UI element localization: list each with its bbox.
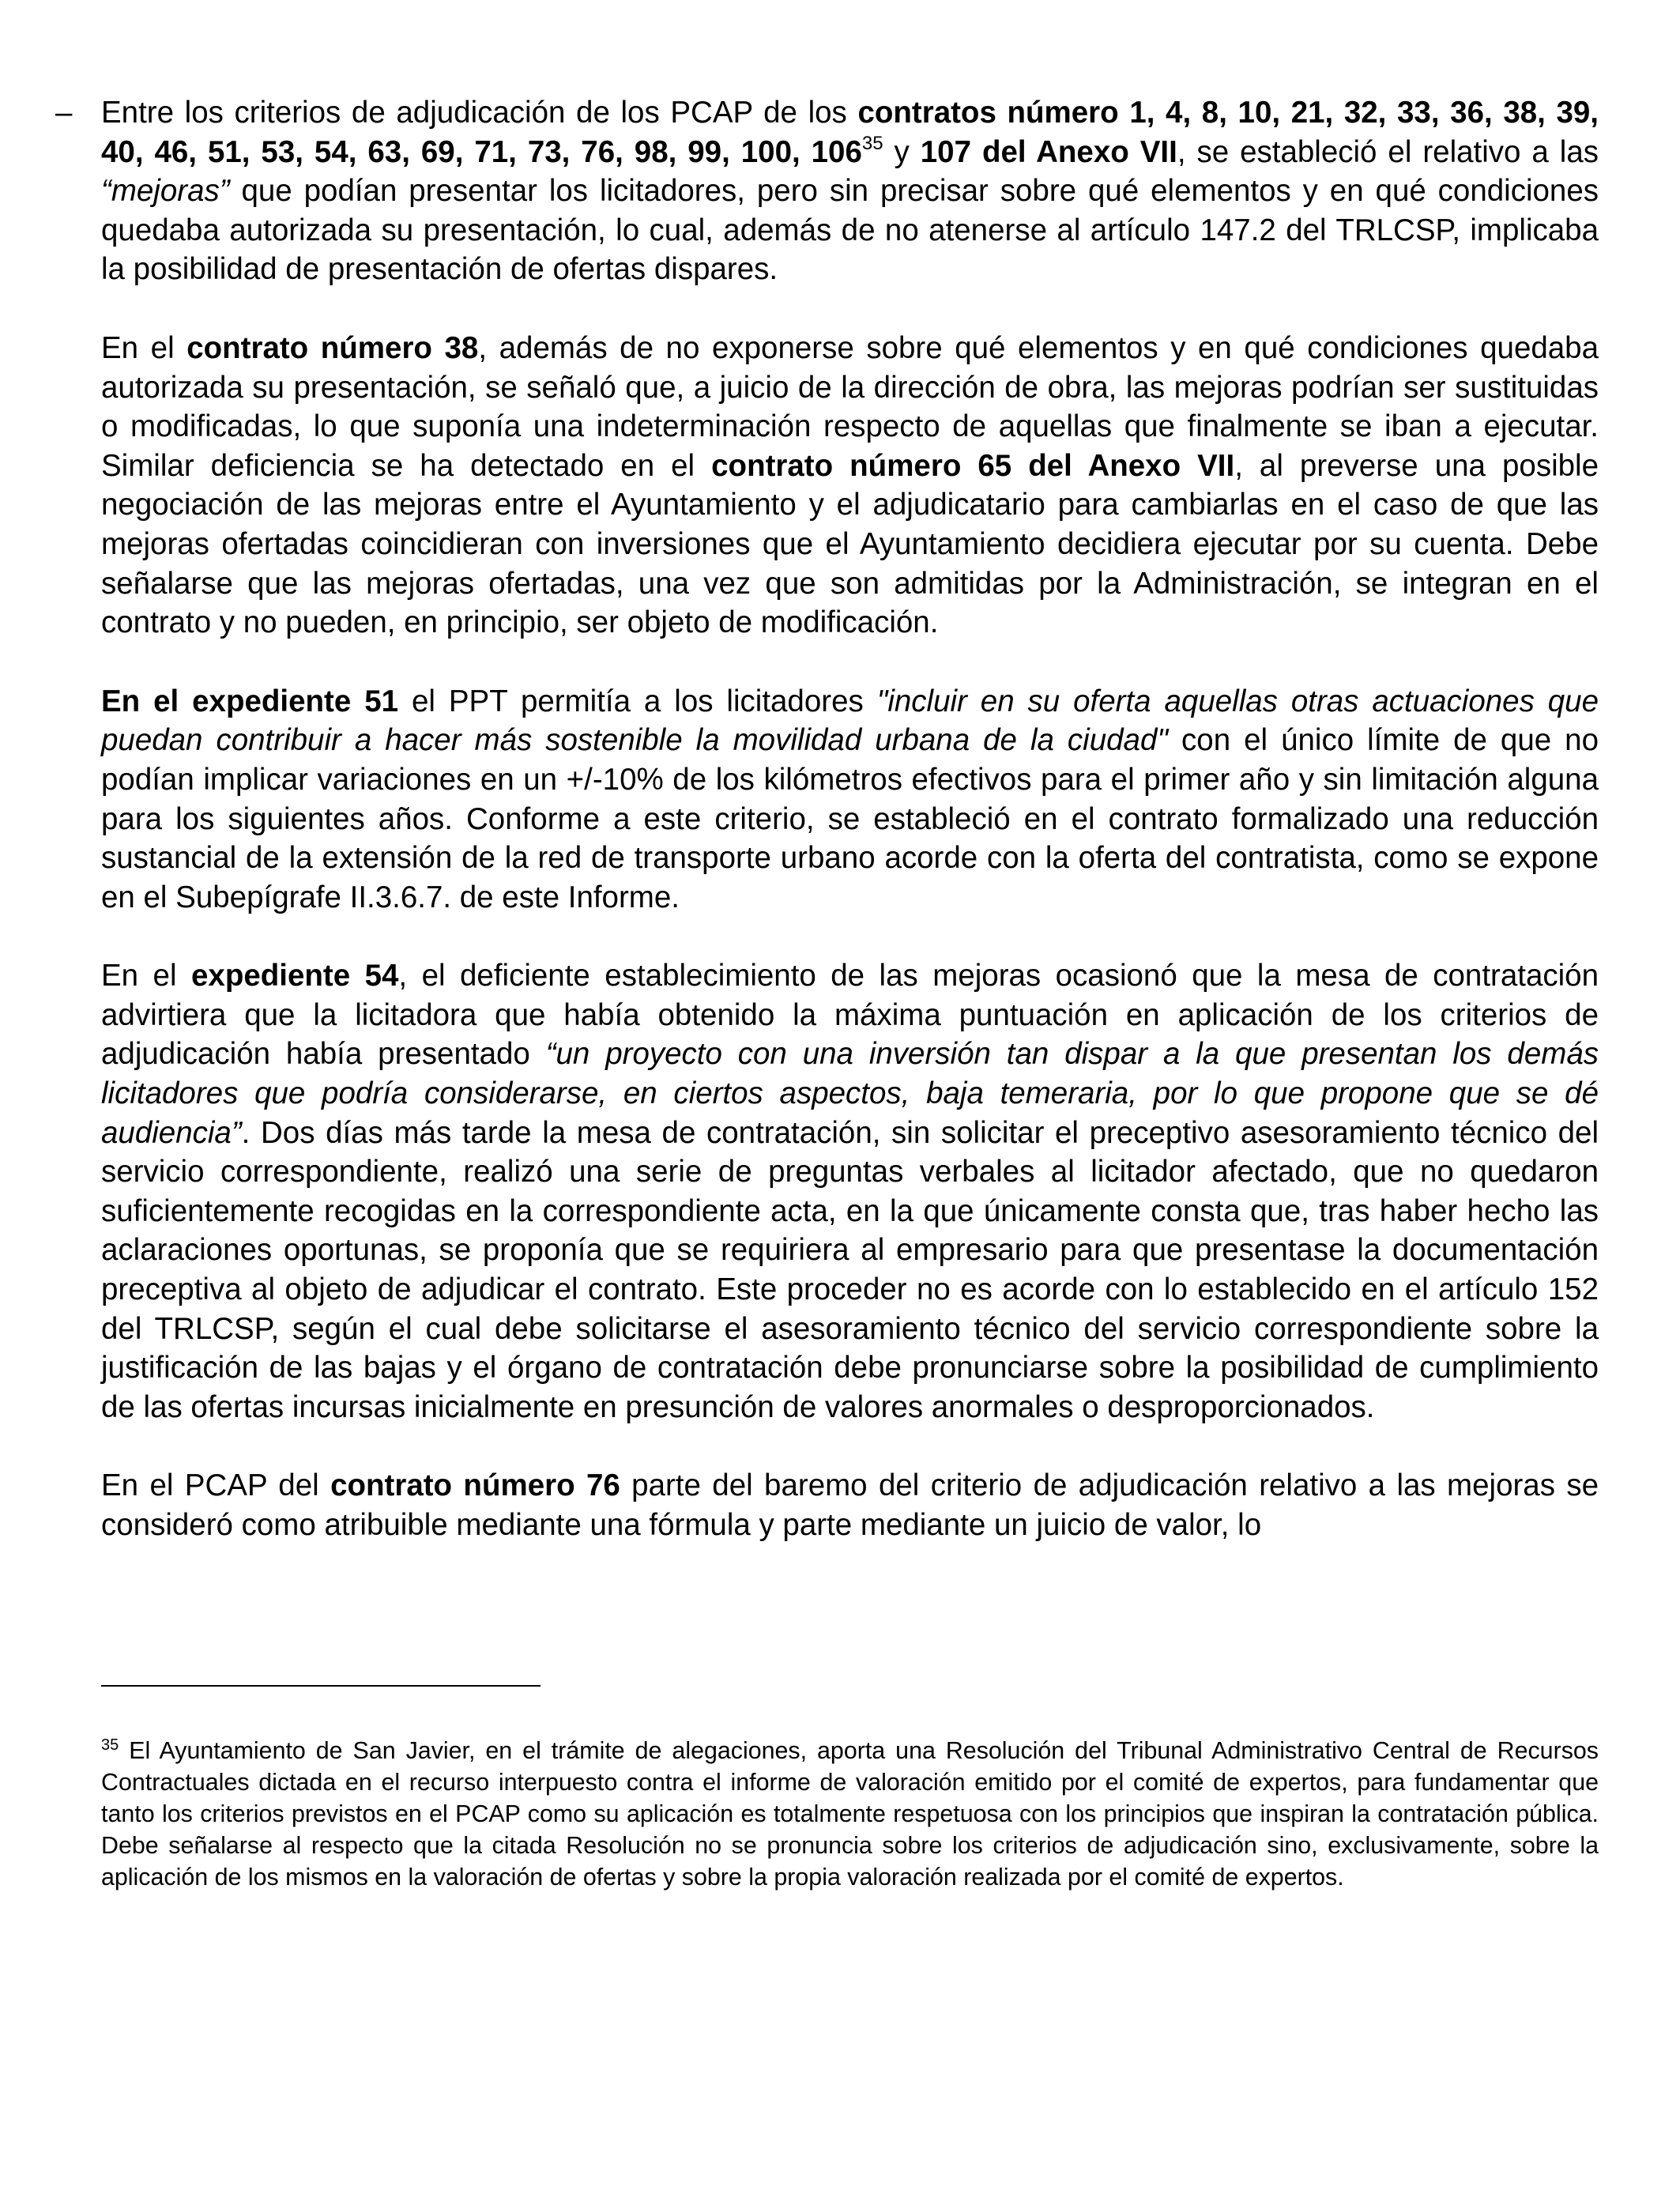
bold-text: contratos número 1, 4, 8, 10, 21, 32, 33, 36, 38, 39, 40, 46, 51, 53, 54, 63, 69, 71, 73, 76, 98, 99, 100, 106 xyxy=(101,96,1599,169)
bold-text: 107 del Anexo VII xyxy=(920,134,1177,169)
footnote-number: 35 xyxy=(101,1736,119,1754)
text: el PPT permitía a los licitadores xyxy=(398,684,877,718)
paragraph-3 xyxy=(101,682,1599,918)
paragraph-2 xyxy=(101,329,1599,643)
bold-text: contrato número 65 del Anexo VII xyxy=(711,448,1235,483)
bold-text: En el expediente 51 xyxy=(101,684,399,718)
paragraph-1 xyxy=(101,93,1599,289)
text: , al preverse una posible negociación de las mejoras entre el Ayuntamiento y el adjudicatario para cambiarlas en el caso de que las mejoras ofertadas coincidieran con inversiones que el Ayuntamiento decidiera ejecutar por su cuenta. Debe señalarse que las mejoras ofertadas, una vez que son admitidas por la Administración, se integran en el contrato y no pueden, en principio, ser objeto de modificación. xyxy=(101,448,1599,640)
footnote-35 xyxy=(101,1736,1599,1894)
bold-text: expediente 54 xyxy=(191,959,399,993)
text: . Dos días más tarde la mesa de contratación, sin solicitar el preceptivo asesoramiento técnico del servicio correspondiente, realizó una serie de preguntas verbales al licitador afectado, que no quedaron suficientemente recogidas en la correspondiente acta, en la que únicamente consta que, tras haber hecho las aclaraciones oportunas, se proponía que se requiriera al empresario para que presentase la documentación preceptiva al objeto de adjudicar el contrato. Este proceder no es acorde con lo establecido en el artículo 152 del TRLCSP, según el cual debe solicitarse el asesoramiento técnico del servicio correspondiente sobre la justificación de las bajas y el órgano de contratación debe pronunciarse sobre la posibilidad de cumplimiento de las ofertas incursas inicialmente en presunción de valores anormales o desproporcionados. xyxy=(101,1115,1599,1424)
bullet-dash: – xyxy=(55,96,73,130)
paragraph-5 xyxy=(101,1466,1599,1544)
italic-text: “mejoras” xyxy=(101,174,230,209)
document-body xyxy=(55,93,1599,1585)
text: En el PCAP del xyxy=(101,1468,331,1503)
footnote-ref-35[interactable]: 35 xyxy=(861,132,883,154)
text: parte del baremo del criterio de adjudicación relativo a las mejoras se consideró como atribuible mediante una fórmula y parte mediante un juicio de valor, lo xyxy=(101,1468,1599,1542)
italic-text: "incluir en su oferta aquellas otras actuaciones que puedan contribuir a hacer más sostenible la movilidad urbana de la ciudad" xyxy=(101,684,1599,758)
bold-text: contrato número 38 xyxy=(186,330,479,365)
paragraph-4 xyxy=(101,956,1599,1427)
footnote-text: El Ayuntamiento de San Javier, en el trámite de alegaciones, aporta una Resolución del Tribunal Administrativo Central de Recursos Contractuales dictada en el recurso interpuesto contra el informe de valoración emitido por el comité de expertos, para fundamentar que tanto los criterios previstos en el PCAP como su aplicación es totalmente respetuosa con los principios que inspiran la contratación pública. Debe señalarse al respecto que la citada Resolución no se pronuncia sobre los criterios de adjudicación sino, exclusivamente, sobre la aplicación de los mismos en la valoración de ofertas y sobre la propia valoración realizada por el comité de expertos. xyxy=(101,1737,1599,1891)
bold-text: contrato número 76 xyxy=(330,1468,620,1503)
text: con el único límite de que no podían implicar variaciones en un +/-10% de los kilómetros efectivos para el primer año y sin limitación alguna para los siguientes años. Conforme a este criterio, se estableció en el contrato formalizado una reducción sustancial de la extensión de la red de transporte urbano acorde con la oferta del contratista, como se expone en el Subepígrafe II.3.6.7. de este Informe. xyxy=(101,723,1599,914)
bullet-item xyxy=(55,93,1599,289)
text: , el deficiente establecimiento de las mejoras ocasionó que la mesa de contratación advirtiera que la licitadora que había obtenido la máxima puntuación en aplicación de los criterios de adjudicación había presentado xyxy=(101,959,1599,1072)
text: que podían presentar los licitadores, pero sin precisar sobre qué elementos y en qué condiciones quedaba autorizada su presentación, lo cual, además de no atenerse al artículo 147.2 del TRLCSP, implicaba la posibilidad de presentación de ofertas dispares. xyxy=(101,174,1599,287)
text: En el xyxy=(101,330,187,365)
text: En el xyxy=(101,959,191,993)
text: , se estableció el relativo a las xyxy=(1177,134,1599,169)
text: y xyxy=(883,134,921,169)
text: , además de no exponerse sobre qué elementos y en qué condiciones quedaba autorizada su presentación, se señaló que, a juicio de la dirección de obra, las mejoras podrían ser sustituidas o modificadas, lo que suponía una indeterminación respecto de aquellas que finalmente se iban a ejecutar. Similar deficiencia se ha detectado en el xyxy=(101,330,1599,483)
text: Entre los criterios de adjudicación de los PCAP de los xyxy=(101,96,858,130)
footnote-separator xyxy=(101,1685,541,1687)
italic-text: “un proyecto con una inversión tan dispar a la que presentan los demás licitadores que podría considerarse, en ciertos aspectos, baja temeraria, por lo que propone que se dé audiencia” xyxy=(101,1037,1599,1150)
